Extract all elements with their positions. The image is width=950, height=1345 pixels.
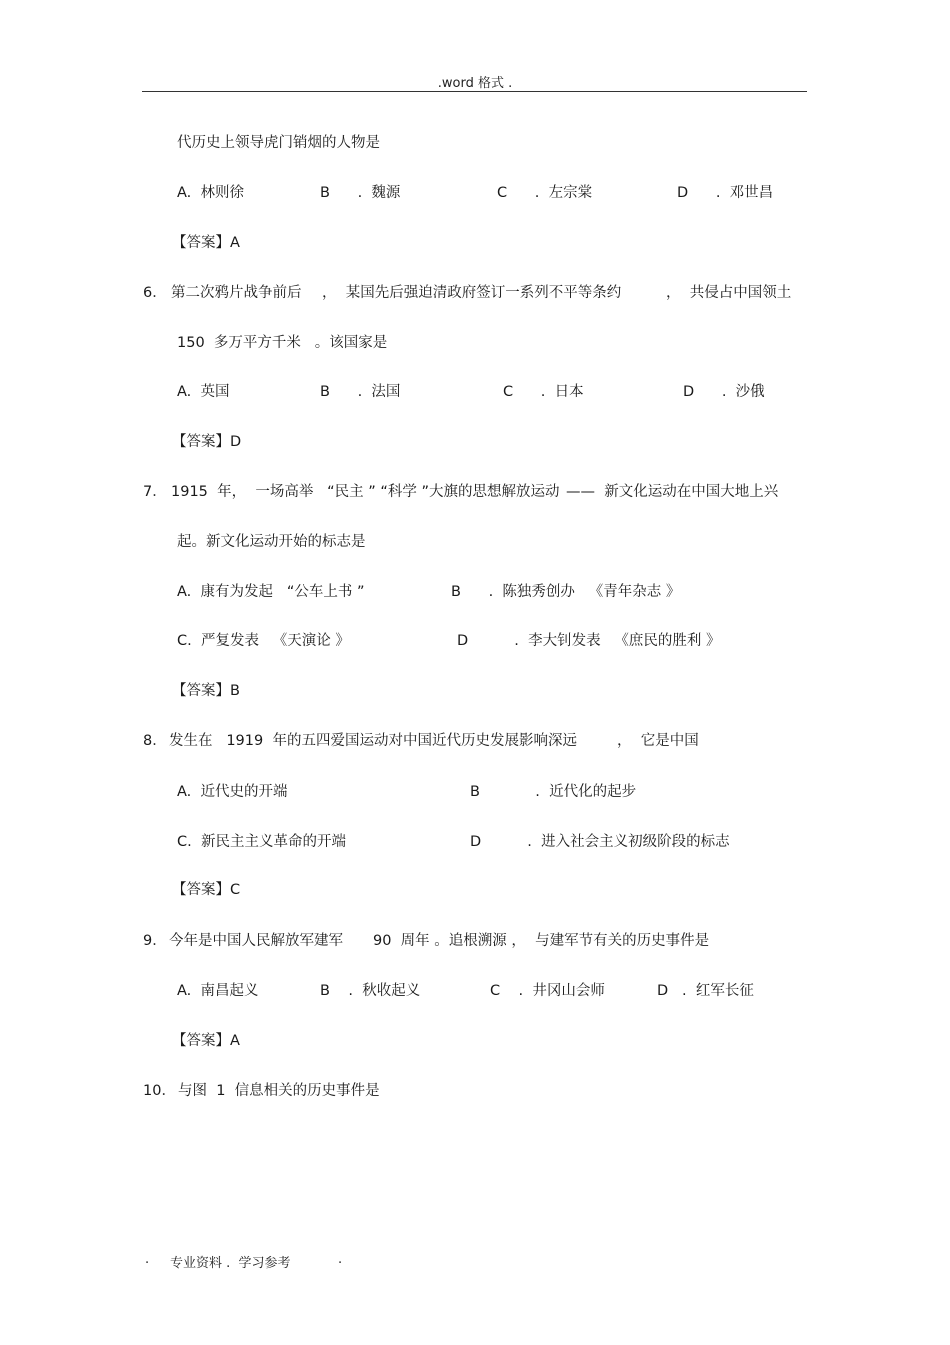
q8-stem-part1: 发生在 1919 年的五四爱国运动对中国近代历史发展影响深远: [169, 733, 577, 749]
footer-text: 专业资料 . 学习参考: [170, 1256, 291, 1271]
q7-number: 7．: [143, 484, 167, 500]
q8-option-c: C. 新民主主义革命的开端: [177, 834, 346, 850]
q9-number: 9．: [143, 933, 167, 949]
q9-option-d: D . 红军长征: [657, 983, 754, 999]
q7-option-a: A. 康有为发起 “公车上书 ”: [177, 584, 365, 600]
q6-answer: 【答案】D: [172, 434, 242, 450]
header-rule: [142, 91, 807, 92]
q7-stem-part2: —— 新文化运动在中国大地上兴: [566, 484, 779, 500]
q8-number: 8．: [143, 733, 167, 749]
q5-option-c: C . 左宗棠: [497, 185, 593, 201]
q10-number: 10．: [143, 1083, 176, 1099]
q7-answer: 【答案】B: [172, 683, 240, 699]
q8-option-d: D . 进入社会主义初级阶段的标志: [470, 834, 730, 850]
q6-option-d: D . 沙俄: [683, 384, 765, 400]
q6-option-b: B . 法国: [320, 384, 401, 400]
q10-stem: 与图 1 信息相关的历史事件是: [178, 1083, 380, 1099]
q6-stem-part3: ， 共侵占中国领土: [666, 285, 792, 301]
q6-stem-line2: 150 多万平方千米 。该国家是: [177, 335, 388, 351]
q9-option-c: C . 井冈山会师: [490, 983, 605, 999]
q7-option-c: C. 严复发表 《天演论 》: [177, 633, 350, 649]
q6-number: 6．: [143, 285, 167, 301]
q6-stem-part1: 第二次鸦片战争前后: [171, 285, 302, 301]
q9-answer: 【答案】A: [172, 1033, 240, 1049]
footer-left-dot: .: [145, 1252, 150, 1267]
q5-option-d: D . 邓世昌: [677, 185, 774, 201]
q6-option-a: A. 英国: [177, 384, 230, 400]
footer-right-dot: .: [338, 1252, 343, 1267]
q8-option-b: B . 近代化的起步: [470, 784, 637, 800]
q5-stem-continued: 代历史上领导虎门销烟的人物是: [177, 135, 380, 151]
q7-stem-line2: 起。新文化运动开始的标志是: [177, 534, 366, 550]
q7-option-d: D . 李大钊发表 《庶民的胜利 》: [457, 633, 721, 649]
q6-stem-part2: ， 某国先后强迫清政府签订一系列不平等条约: [322, 285, 622, 301]
q6-option-c: C . 日本: [503, 384, 584, 400]
q5-option-b: B . 魏源: [320, 185, 401, 201]
q8-answer: 【答案】C: [172, 882, 241, 898]
q7-stem-part1: 1915 年， 一场高举 “民主 ” “科学 ”大旗的思想解放运动: [171, 484, 560, 500]
q9-option-b: B . 秋收起义: [320, 983, 421, 999]
q5-answer: 【答案】A: [172, 235, 240, 251]
q9-option-a: A. 南昌起义: [177, 983, 259, 999]
q9-stem-part2: 90 周年 。追根溯源 ， 与建军节有关的历史事件是: [373, 933, 710, 949]
q8-option-a: A. 近代史的开端: [177, 784, 288, 800]
q9-stem-part1: 今年是中国人民解放军建军: [169, 933, 343, 949]
q5-option-a: A. 林则徐: [177, 185, 244, 201]
q8-stem-part2: ， 它是中国: [617, 733, 699, 749]
q7-option-b: B . 陈独秀创办 《青年杂志 》: [451, 584, 681, 600]
page-header: .word 格式 .: [437, 76, 513, 91]
